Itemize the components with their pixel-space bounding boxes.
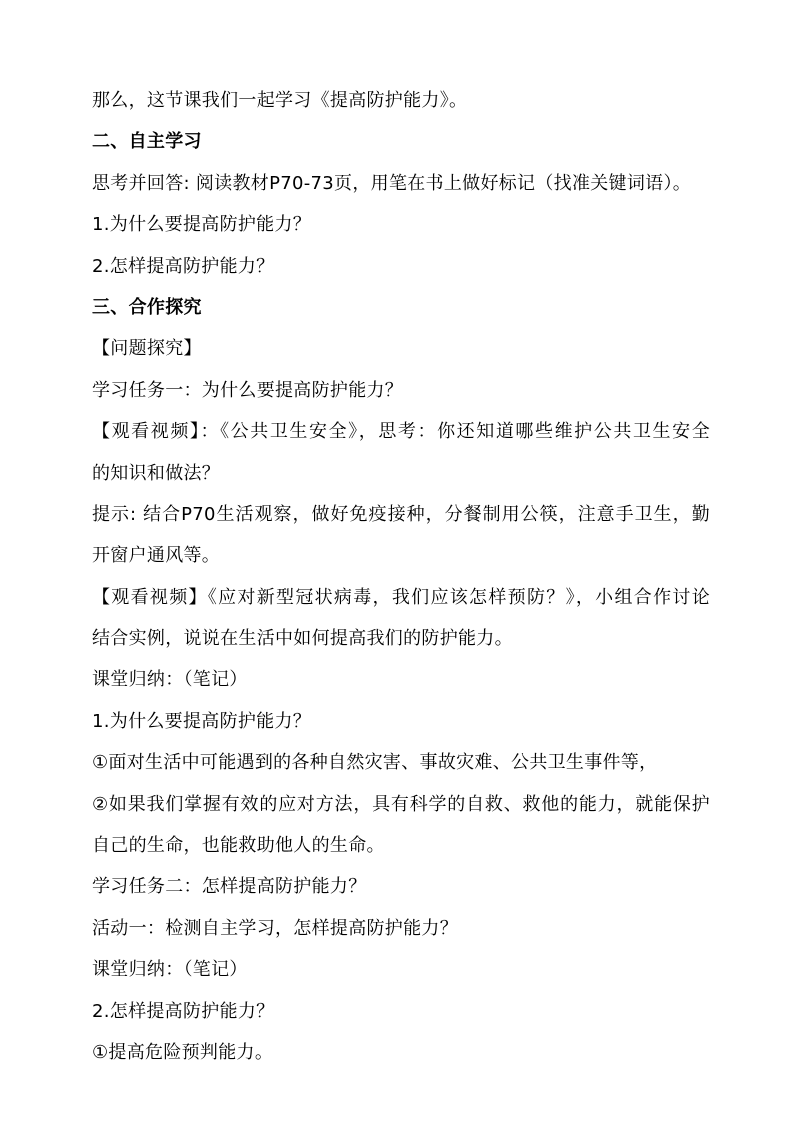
- video-2-prompt-cont: 结合实例，说说在生活中如何提高我们的防护能力。: [92, 628, 513, 650]
- self-study-instruction: 思考并回答: 阅读教材P70-73页，用笔在书上做好标记（找准关键词语）。: [92, 172, 692, 194]
- class-summary-label-2: 课堂归纳：（笔记）: [92, 959, 248, 981]
- task-2-title: 学习任务二：怎样提高防护能力？: [92, 876, 367, 898]
- summary-point-2: ②如果我们掌握有效的应对方法，具有科学的自救、救他的能力，就能保护: [92, 793, 710, 815]
- summary-question-2: 2.怎样提高防护能力？: [92, 1000, 275, 1022]
- question-2: 2.怎样提高防护能力？: [92, 255, 275, 277]
- summary-point-2-cont: 自己的生命，也能救助他人的生命。: [92, 835, 385, 857]
- summary-point-3: ①提高危险预判能力。: [92, 1041, 274, 1063]
- document-body: [92, 80, 712, 1073]
- problem-inquiry-label: 【问题探究】: [92, 338, 202, 360]
- section-heading-cooperative-inquiry: 三、合作探究: [92, 296, 202, 318]
- summary-point-1: ①面对生活中可能遇到的各种自然灾害、事故灾难、公共卫生事件等，: [92, 752, 658, 774]
- class-summary-label-1: 课堂归纳：（笔记）: [92, 669, 248, 691]
- question-1: 1.为什么要提高防护能力？: [92, 214, 312, 236]
- intro-line: 那么，这节课我们一起学习《提高防护能力》。: [92, 90, 468, 111]
- activity-1: 活动一：检测自主学习，怎样提高防护能力？: [92, 917, 458, 939]
- hint-text-cont: 开窗户通风等。: [92, 545, 221, 567]
- summary-question-1: 1.为什么要提高防护能力？: [92, 710, 312, 732]
- video-2-prompt: 【观看视频】《应对新型冠状病毒，我们应该怎样预防？》，小组合作讨论: [92, 586, 710, 608]
- video-1-prompt: 【观看视频】：《公共卫生安全》，思考：你还知道哪些维护公共卫生安全: [92, 421, 710, 443]
- video-1-prompt-cont: 的知识和做法？: [92, 462, 221, 484]
- task-1-title: 学习任务一：为什么要提高防护能力？: [92, 379, 404, 401]
- hint-text: 提示: 结合P70生活观察，做好免疫接种，分餐制用公筷，注意手卫生，勤: [92, 503, 710, 525]
- section-heading-self-study: 二、自主学习: [92, 131, 202, 153]
